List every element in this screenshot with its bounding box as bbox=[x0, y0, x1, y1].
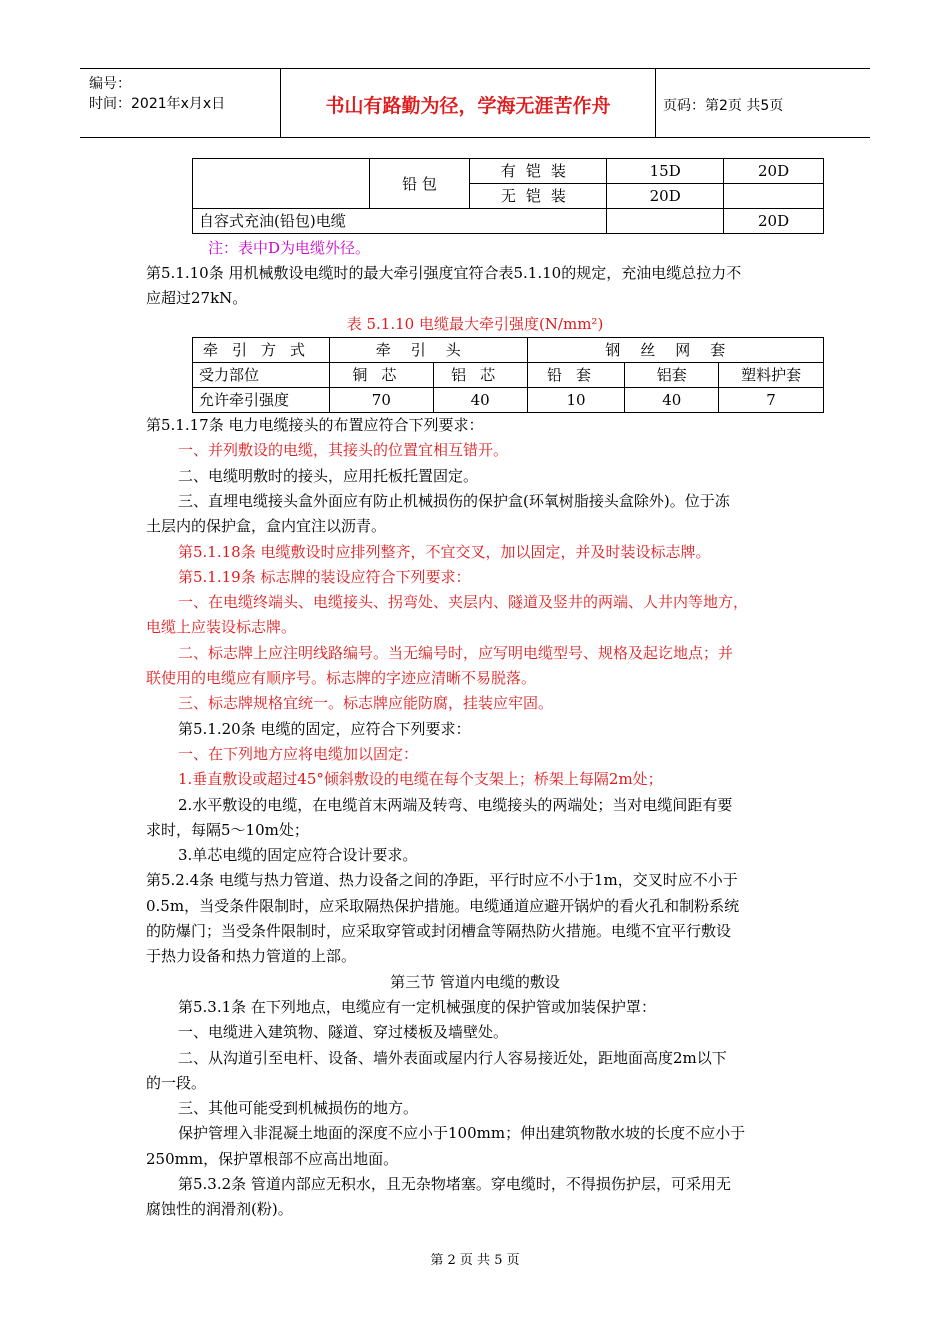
paragraph-line: 联使用的电缆应有顺序号。标志牌的字迹应清晰不易脱落。 bbox=[146, 669, 537, 687]
paragraph-line: 三、直埋电缆接头盒外面应有防止机械损伤的保护盒(环氧树脂接头盒除外)。位于冻 bbox=[178, 491, 730, 510]
paragraph-line: 第5.1.20条 电缆的固定，应符合下列要求： bbox=[178, 719, 471, 738]
paragraph-line: 三、标志牌规格宜统一。标志牌应能防腐，挂装应牢固。 bbox=[178, 694, 554, 713]
table-note: 注：表中D为电缆外径。 bbox=[208, 239, 371, 257]
paragraph-line: 二、从沟道引至电杆、设备、墙外表面或屋内行人容易接近处，距地面高度2m以下 bbox=[178, 1048, 727, 1067]
page-info: 页码：第2页 共5页 bbox=[663, 98, 784, 114]
paragraph-line: 求时，每隔5～10m处； bbox=[146, 820, 309, 839]
table-cell: 自容式充油(铅包)电缆 bbox=[193, 209, 607, 234]
traction-strength-table bbox=[192, 337, 824, 413]
paragraph-line: 2.水平敷设的电缆，在电缆首末两端及转弯、电缆接头的两端处；当对电缆间距有要 bbox=[178, 795, 733, 814]
table-cell: 15D bbox=[607, 159, 724, 184]
paragraph-line: 二、电缆明敷时的接头，应用托板托置固定。 bbox=[178, 466, 479, 485]
page-header bbox=[80, 68, 870, 138]
paragraph-line: 3.单芯电缆的固定应符合设计要求。 bbox=[178, 846, 418, 865]
paragraph-line: 土层内的保护盒，盒内宜注以沥青。 bbox=[146, 517, 387, 536]
table-cell bbox=[607, 209, 724, 234]
paragraph-line: 二、标志牌上应注明线路编号。当无编号时，应写明电缆型号、规格及起讫地点；并 bbox=[178, 643, 734, 662]
paragraph-line: 一、并列敷设的电缆，其接头的位置宜相互错开。 bbox=[178, 441, 509, 460]
date-line: 时间：2021年x月x日 bbox=[89, 96, 226, 112]
paragraph-line: 第5.1.18条 电缆敷设时应排列整齐，不宜交叉，加以固定，并及时装设标志牌。 bbox=[178, 542, 711, 561]
table-cell: 铅套 bbox=[527, 363, 625, 388]
paragraph-line: 应超过27kN。 bbox=[146, 289, 248, 307]
header-divider bbox=[655, 69, 656, 137]
table-header-cell: 牵引方式 bbox=[193, 338, 330, 363]
table-cell: 7 bbox=[719, 388, 824, 413]
header-motto: 书山有路勤为径，学海无涯苦作舟 bbox=[325, 95, 611, 117]
table-header-cell: 牵引头 bbox=[329, 338, 527, 363]
table-cell: 40 bbox=[625, 388, 719, 413]
table-cell: 10 bbox=[527, 388, 625, 413]
paragraph-line: 第5.1.17条 电力电缆接头的布置应符合下列要求： bbox=[146, 416, 484, 434]
table-cell: 允许牵引强度 bbox=[193, 388, 330, 413]
paragraph-line: 第5.1.10条 用机械敷设电缆时的最大牵引强度宜符合表5.1.10的规定，充油电缆总拉力不 bbox=[146, 264, 742, 282]
paragraph-line: 第5.3.1条 在下列地点，电缆应有一定机械强度的保护管或加装保护罩： bbox=[178, 997, 656, 1016]
bending-radius-table bbox=[192, 158, 824, 234]
table-cell bbox=[193, 159, 370, 209]
table-cell: 塑料护套 bbox=[719, 363, 824, 388]
paragraph-line: 腐蚀性的润滑剂(粉)。 bbox=[146, 1200, 293, 1219]
paragraph-line: 一、在下列地方应将电缆加以固定： bbox=[178, 744, 419, 763]
paragraph-line: 一、在电缆终端头、电缆接头、拐弯处、夹层内、隧道及竖井的两端、人井内等地方， bbox=[178, 593, 749, 612]
table-cell: 40 bbox=[433, 388, 527, 413]
paragraph-line: 三、其他可能受到机械损伤的地方。 bbox=[178, 1099, 419, 1118]
table-caption: 表 5.1.10 电缆最大牵引强度(N/mm²) bbox=[346, 315, 604, 333]
table-cell: 铝套 bbox=[625, 363, 719, 388]
paragraph-line: 保护管埋入非混凝土地面的深度不应小于100mm；伸出建筑物散水坡的长度不应小于 bbox=[178, 1124, 746, 1143]
paragraph-line: 第5.1.19条 标志牌的装设应符合下列要求： bbox=[178, 567, 471, 586]
number-label: 编号： bbox=[89, 76, 131, 92]
table-cell: 70 bbox=[329, 388, 433, 413]
table-cell: 受力部位 bbox=[193, 363, 330, 388]
table-cell: 无铠装 bbox=[470, 184, 607, 209]
paragraph-line: 一、电缆进入建筑物、隧道、穿过楼板及墙壁处。 bbox=[178, 1023, 509, 1042]
header-divider bbox=[280, 69, 281, 137]
paragraph-line: 的一段。 bbox=[146, 1073, 207, 1092]
table-cell: 有铠装 bbox=[470, 159, 607, 184]
paragraph-line: 0.5m，当受条件限制时，应采取隔热保护措施。电缆通道应避开锅炉的看火孔和制粉系统 bbox=[146, 896, 740, 915]
paragraph-line: 电缆上应装设标志牌。 bbox=[146, 618, 297, 637]
page-footer: 第 2 页 共 5 页 bbox=[430, 1253, 520, 1268]
paragraph-line: 第5.3.2条 管道内部应无积水，且无杂物堵塞。穿电缆时，不得损伤护层，可采用无 bbox=[178, 1175, 731, 1193]
table-header-cell: 钢丝网套 bbox=[527, 338, 823, 363]
table-cell: 20D bbox=[724, 159, 824, 184]
table-cell: 20D bbox=[724, 209, 824, 234]
paragraph-line: 的防爆门；当受条件限制时，应采取穿管或封闭槽盒等隔热防火措施。电缆不宜平行敷设 bbox=[146, 922, 732, 940]
table-cell: 铅 包 bbox=[369, 159, 470, 209]
paragraph-line: 于热力设备和热力管道的上部。 bbox=[146, 947, 357, 966]
table-cell: 铜芯 bbox=[329, 363, 433, 388]
header-meta bbox=[80, 69, 280, 137]
table-cell bbox=[724, 184, 824, 209]
paragraph-line: 1.垂直敷设或超过45°倾斜敷设的电缆在每个支架上；桥架上每隔2m处； bbox=[178, 770, 663, 789]
table-cell: 20D bbox=[607, 184, 724, 209]
paragraph-line: 第5.2.4条 电缆与热力管道、热力设备之间的净距，平行时应不小于1m，交叉时应不小于 bbox=[146, 871, 738, 890]
paragraph-line: 250mm，保护罩根部不应高出地面。 bbox=[146, 1149, 399, 1168]
section-heading: 第三节 管道内电缆的敷设 bbox=[390, 972, 560, 991]
table-cell: 铝芯 bbox=[433, 363, 527, 388]
